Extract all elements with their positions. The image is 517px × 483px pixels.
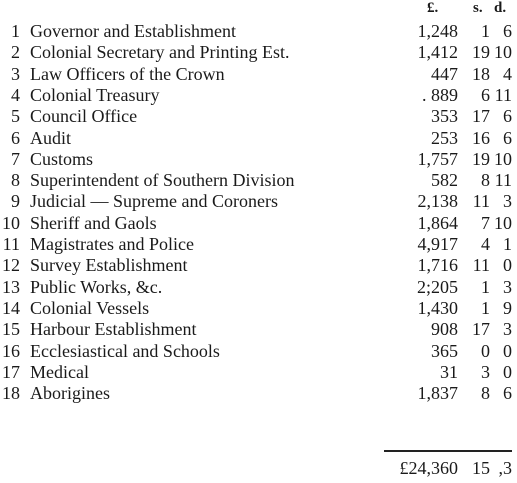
row-label: Harbour Establishment (30, 319, 197, 339)
table-row (0, 382, 517, 404)
table-row (0, 148, 517, 170)
row-shillings: 11 (472, 191, 490, 211)
row-pence: 0 (503, 255, 512, 275)
row-label: Superintendent of Southern Division (30, 170, 295, 190)
row-pounds: 4,917 (417, 234, 458, 254)
row-pounds: 1,412 (417, 42, 458, 62)
row-pounds: 1,837 (417, 383, 458, 403)
row-pence: 0 (503, 341, 512, 361)
table-row (0, 318, 517, 340)
row-number: 9 (11, 191, 20, 211)
row-pence: 6 (503, 106, 512, 126)
row-number: 11 (2, 234, 20, 254)
row-pounds: 447 (431, 64, 458, 84)
row-number: 1 (11, 21, 20, 41)
row-label: Sheriff and Gaols (30, 213, 157, 233)
row-shillings: 4 (481, 234, 490, 254)
row-number: 13 (2, 277, 20, 297)
row-pounds: . 889 (422, 85, 458, 105)
total-pence: ,3 (498, 458, 512, 478)
row-number: 16 (2, 341, 20, 361)
table-row (0, 233, 517, 255)
pounds-header: £. (427, 0, 439, 16)
table-row (0, 361, 517, 383)
table-row (0, 105, 517, 127)
row-shillings: 8 (481, 383, 490, 403)
table-row (0, 63, 517, 85)
row-pounds: 1,716 (417, 255, 458, 275)
row-shillings: 7 (481, 213, 490, 233)
row-pence: 3 (503, 191, 512, 211)
row-pence: 11 (494, 170, 512, 190)
row-pounds: 1,864 (417, 213, 458, 233)
total-pounds: £24,360 (399, 458, 458, 478)
table-row (0, 41, 517, 63)
row-shillings: 3 (481, 362, 490, 382)
row-shillings: 1 (481, 277, 490, 297)
row-shillings: 8 (481, 170, 490, 190)
row-label: Judicial — Supreme and Coroners (30, 191, 278, 211)
table-row (0, 190, 517, 212)
row-label: Council Office (30, 106, 138, 126)
total-rule (384, 450, 512, 452)
table-row (0, 340, 517, 362)
row-number: 6 (11, 128, 20, 148)
row-number: 4 (11, 85, 20, 105)
row-number: 7 (11, 149, 20, 169)
row-shillings: 18 (472, 64, 490, 84)
row-label: Ecclesiastical and Schools (30, 341, 220, 361)
shillings-header: s. (473, 0, 483, 16)
row-label: Law Officers of the Crown (30, 64, 225, 84)
row-pounds: 2;205 (416, 277, 458, 297)
row-number: 10 (2, 213, 20, 233)
row-label: Public Works, &c. (30, 277, 163, 297)
row-label: Audit (30, 128, 72, 148)
row-label: Colonial Vessels (30, 298, 150, 318)
table-row (0, 127, 517, 149)
row-pounds: 582 (431, 170, 458, 190)
row-label: Governor and Establishment (30, 21, 236, 41)
row-shillings: 17 (472, 319, 490, 339)
table-row (0, 254, 517, 276)
pence-header: d. (494, 0, 507, 16)
row-shillings: 19 (472, 42, 490, 62)
row-pence: 6 (503, 128, 512, 148)
row-pence: 3 (503, 277, 512, 297)
row-number: 3 (11, 64, 20, 84)
row-pence: 6 (503, 21, 512, 41)
row-shillings: 1 (481, 298, 490, 318)
row-pounds: 31 (440, 362, 458, 382)
row-pence: 3 (503, 319, 512, 339)
row-number: 17 (2, 362, 20, 382)
row-number: 2 (11, 42, 20, 62)
row-shillings: 0 (481, 341, 490, 361)
row-pence: 4 (503, 64, 512, 84)
row-pounds: 1,757 (417, 149, 458, 169)
row-shillings: 6 (481, 85, 490, 105)
row-number: 8 (11, 170, 20, 190)
table-row (0, 20, 517, 42)
row-label: Medical (30, 362, 89, 382)
row-pence: 9 (503, 298, 512, 318)
row-label: Colonial Secretary and Printing Est. (30, 42, 290, 62)
table-row (0, 297, 517, 319)
row-shillings: 11 (472, 255, 490, 275)
row-label: Survey Establishment (30, 255, 188, 275)
row-pounds: 1,430 (417, 298, 458, 318)
row-pence: 1 (503, 234, 512, 254)
total-shillings: 15 (472, 458, 490, 478)
row-shillings: 1 (481, 21, 490, 41)
table-row (0, 276, 517, 298)
row-pounds: 353 (431, 106, 458, 126)
row-pounds: 253 (431, 128, 458, 148)
row-number: 14 (2, 298, 20, 318)
column-headers (0, 0, 517, 22)
row-number: 18 (2, 383, 20, 403)
row-pounds: 2,138 (417, 191, 458, 211)
row-shillings: 16 (472, 128, 490, 148)
table-row (0, 84, 517, 106)
row-number: 5 (11, 106, 20, 126)
row-pence: 6 (503, 383, 512, 403)
row-number: 12 (2, 255, 20, 275)
row-pence: 11 (494, 85, 512, 105)
total-row (0, 457, 517, 479)
row-pence: 10 (494, 213, 512, 233)
row-shillings: 17 (472, 106, 490, 126)
row-pence: 10 (494, 42, 512, 62)
row-label: Magistrates and Police (30, 234, 194, 254)
row-pence: 0 (503, 362, 512, 382)
row-pence: 10 (494, 149, 512, 169)
row-shillings: 19 (472, 149, 490, 169)
row-pounds: 1,248 (417, 21, 458, 41)
row-pounds: 365 (431, 341, 458, 361)
row-pounds: 908 (431, 319, 458, 339)
row-label: Aborigines (30, 383, 110, 403)
table-row (0, 212, 517, 234)
row-label: Customs (30, 149, 94, 169)
row-label: Colonial Treasury (30, 85, 160, 105)
table-row (0, 169, 517, 191)
row-number: 15 (2, 319, 20, 339)
